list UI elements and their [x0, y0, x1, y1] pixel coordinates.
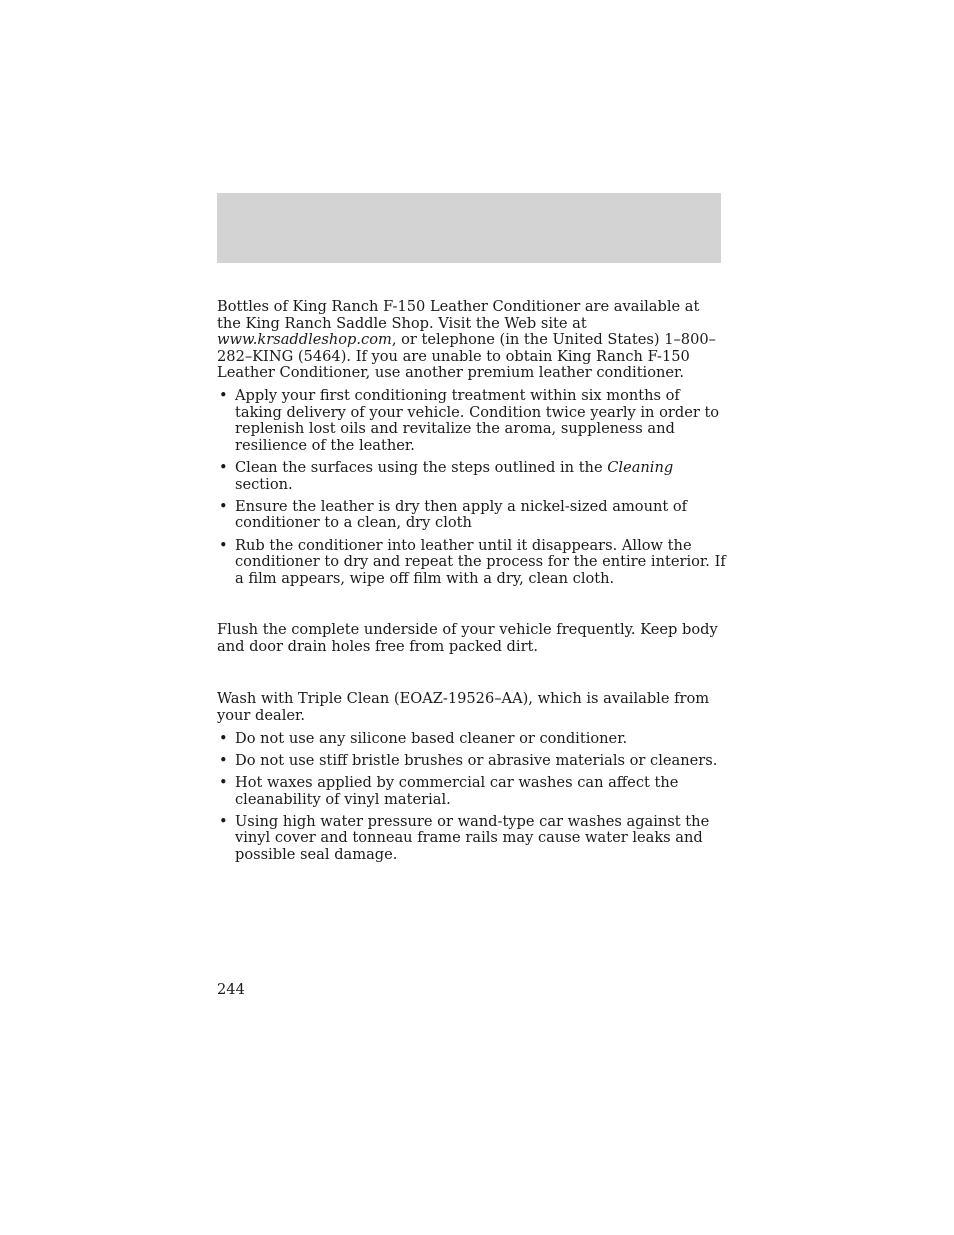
- list-item: [217, 460, 727, 493]
- list-item: [217, 753, 727, 770]
- leather-conditioner-paragraph: [217, 299, 727, 382]
- bullet-glyph: •: [219, 751, 228, 769]
- list-item-text: Do not use stiff bristle brushes or abrasive materials or cleaners.: [235, 751, 718, 769]
- cleaning-section-reference: Cleaning: [607, 458, 674, 476]
- list-item-text: Clean the surfaces using the steps outlined in the: [235, 458, 608, 476]
- bullet-glyph: •: [219, 536, 228, 554]
- bullet-glyph: •: [219, 386, 228, 404]
- leather-conditioner-text-1: Bottles of King Ranch F-150 Leather Conditioner are available at the King Ranch Saddle Shop. Visit the Web site at: [217, 298, 700, 332]
- list-item: [217, 731, 727, 748]
- website-link-text: www.krsaddleshop.com: [217, 331, 392, 349]
- list-item: [217, 538, 727, 588]
- bullet-glyph: •: [219, 774, 228, 792]
- leather-conditioning-list: [217, 388, 727, 587]
- list-item-text: Hot waxes applied by commercial car washes can affect the cleanability of vinyl material.: [235, 774, 679, 808]
- list-item-text: Using high water pressure or wand-type car washes against the vinyl cover and tonneau frame rails may cause water leaks and possible seal damage.: [235, 812, 710, 863]
- leather-conditioner-text-2: , or telephone (in the United States) 1–800–282–KING (5464). If you are unable to obtain King Ranch F-150 Leather Conditioner, use another premium leather conditioner.: [217, 331, 716, 382]
- section-header-band: [217, 193, 721, 263]
- underbody-paragraph: Flush the complete underside of your vehicle frequently. Keep body and door drain holes free from packed dirt.: [217, 621, 718, 655]
- list-item-text: Ensure the leather is dry then apply a nickel-sized amount of conditioner to a clean, dry cloth: [235, 497, 688, 532]
- page-number: 244: [217, 981, 245, 998]
- bullet-glyph: •: [219, 497, 228, 515]
- list-item-text: Rub the conditioner into leather until it disappears. Allow the conditioner to dry and repeat the process for the entire interior. If a film appears, wipe off film with a dry, clean cloth.: [235, 536, 726, 587]
- tonneau-cover-list: [217, 731, 727, 864]
- list-item: [217, 499, 727, 532]
- list-item-text: Apply your first conditioning treatment within six months of taking delivery of your vehicle. Condition twice yearly in order to replenish lost oils and revitalize the aroma, suppleness and resilience of the leather.: [235, 386, 720, 454]
- list-item: [217, 775, 727, 808]
- list-item-text: Do not use any silicone based cleaner or conditioner.: [235, 729, 628, 747]
- list-item-text: section.: [235, 475, 293, 493]
- list-item: [217, 388, 727, 454]
- bullet-glyph: •: [219, 729, 228, 747]
- list-item: [217, 814, 727, 864]
- page-content: [217, 299, 727, 869]
- bullet-glyph: •: [219, 812, 228, 830]
- tonneau-cover-paragraph: Wash with Triple Clean (EOAZ-19526–AA), which is available from your dealer.: [217, 690, 710, 725]
- bullet-glyph: •: [219, 458, 228, 476]
